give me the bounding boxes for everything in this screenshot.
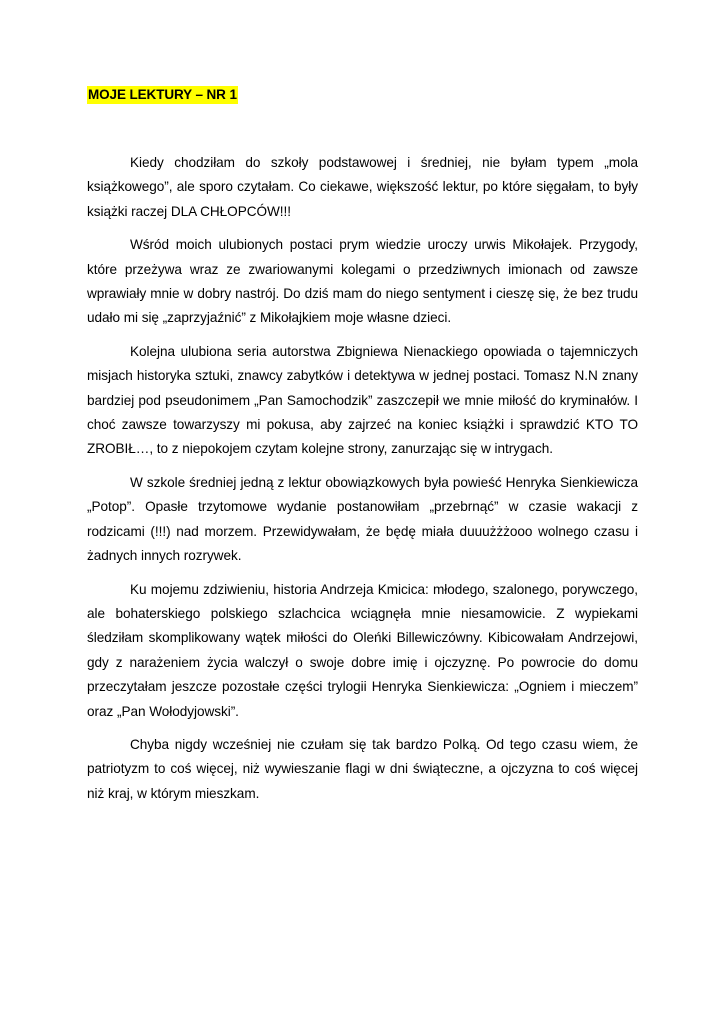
document-title: MOJE LEKTURY – NR 1 [88,87,237,102]
paragraph-3: Kolejna ulubiona seria autorstwa Zbigniewa Nienackiego opowiada o tajemniczych misjach historyka sztuki, znawcy zabytków i detektywa w jednej postaci. Tomasz N.N znany bardziej pod pseudonimem „Pan Samochodzik” zaszczepił we mnie miłość do kryminałów. I choć zawsze towarzyszy mi pokusa, aby zajrzeć na koniec książki i sprawdzić KTO TO ZROBIŁ…, to z niepokojem czytam kolejne strony, zanurzając się w intrygach. [87,343,638,457]
document-page [87,86,638,815]
paragraph-2: Wśród moich ulubionych postaci prym wiedzie uroczy urwis Mikołajek. Przygody, które przeżywa wraz ze zwariowanymi kolegami o przedziwnych imionach od zawsze wprawiały mnie w dobry nastrój. Do dziś mam do niego sentyment i cieszę się, że bez trudu udało mi się „zaprzyjaźnić” z Mikołajkiem moje własne dzieci. [87,237,638,326]
paragraph-6: Chyba nigdy wcześniej nie czułam się tak bardzo Polką. Od tego czasu wiem, że patriotyzm to coś więcej, niż wywieszanie flagi w dni świąteczne, a ojczyzna to coś więcej niż kraj, w którym mieszkam. [87,736,638,801]
paragraph-1: Kiedy chodziłam do szkoły podstawowej i średniej, nie byłam typem „mola książkowego”, ale sporo czytałam. Co ciekawe, większość lektur, po które sięgałam, to były książki raczej DLA CHŁOPCÓW!!! [87,155,638,219]
title-wrapper [87,86,638,110]
paragraph-5: Ku mojemu zdziwieniu, historia Andrzeja Kmicica: młodego, szalonego, porywczego, ale bohaterskiego polskiego szlachcica wciągnęła mnie niesamowicie. Z wypiekami śledziłam skomplikowany wątek miłości do Oleńki Billewiczówny. Kibicowałam Andrzejowi, gdy z narażeniem życia walczył o swoje dobre imię i ojczyznę. Po powrocie do domu przeczytałam jeszcze pozostałe części trylogii Henryka Sienkiewicza: „Ogniem i mieczem” oraz „Pan Wołodyjowski”. [87,581,638,719]
paragraph-4: W szkole średniej jedną z lektur obowiązkowych była powieść Henryka Sienkiewicza „Potop”. Opasłe trzytomowe wydanie postanowiłam „przebrnąć” w czasie wakacji z rodzicami (!!!) nad morzem. Przewidywałam, że będę miała duuużżżooo wolnego czasu i żadnych innych rozrywek. [87,474,638,564]
